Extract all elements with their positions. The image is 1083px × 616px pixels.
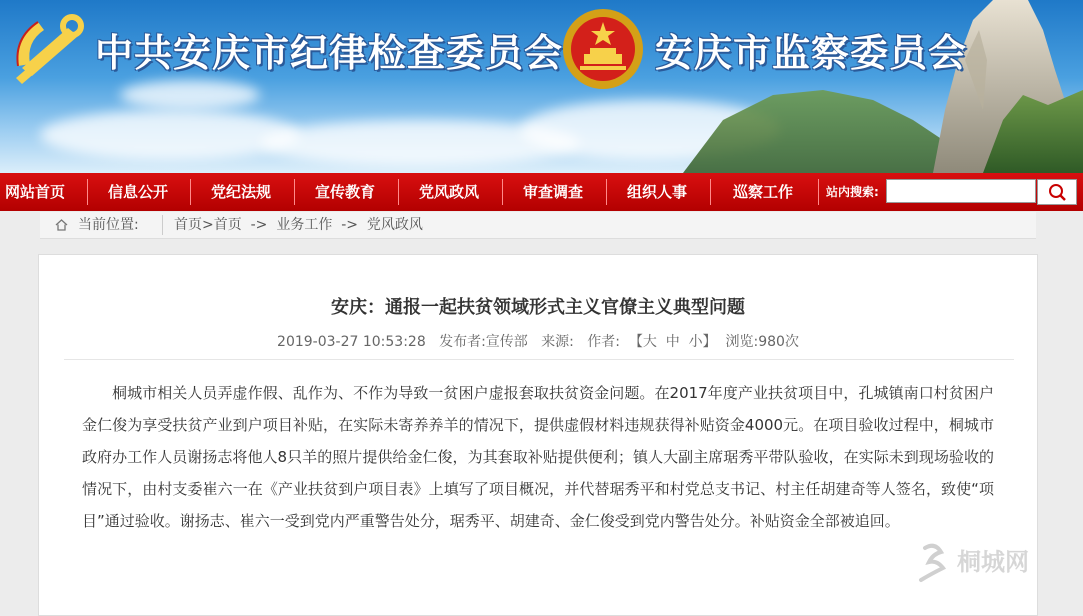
breadcrumb-prefix: 当前位置: [78,217,139,233]
article-body: 桐城市相关人员弄虚作假、乱作为、不作为导致一贫困户虚报套取扶贫资金问题。在2017年度产业扶贫项目中，孔城镇南口村贫困户金仁俊为享受扶贫产业到户项目补贴，在实际未寄养养羊的情况下，提供虚假材料违规获得补贴资金4000元。在项目验收过程中，桐城市政府办工作人员谢扬志将他人8只羊的照片提供给金仁俊，为其套取补贴提供便利；镇人大副主席琚秀平带队验收，在实际未到现场验收的情况下，由村支委崔六一在《产业扶贫到户项目表》上填写了项目概况，并代替琚秀平和村党总支书记、村主任胡建奇等人签名，致使“项目”通过验收。谢扬志、崔六一受到党内严重警告处分，琚秀平、胡建奇、金仁俊受到党内警告处分。补贴资金全部被追回。 [82,384,994,530]
search-icon [1038,180,1076,204]
nav-item-party-regulations[interactable]: 党纪法规 [210,183,271,201]
nav-separator [818,179,819,205]
nav-item-inspection[interactable]: 巡察工作 [732,183,793,201]
tongcheng-net-logo [915,538,1055,588]
search-label: 站内搜索: [826,185,879,199]
breadcrumb-divider [162,215,163,235]
cloud-decoration [120,80,260,110]
breadcrumb-path[interactable]: 首页>首页 -> 业务工作 -> 党风政风 [174,217,423,233]
header-title-right: 安庆市监察委员会 [655,31,968,75]
search-button[interactable] [1037,179,1077,205]
breadcrumb [40,212,1036,239]
header-banner [0,0,1083,173]
article-meta: 2019-03-27 10:53:28 发布者:宣传部 来源: 作者: 【大 中 小】 浏览:980次 [277,334,799,350]
nav-item-investigation[interactable]: 审查调查 [522,183,583,201]
home-icon [55,219,68,231]
nav-item-publicity-education[interactable]: 宣传教育 [314,183,375,201]
header-title-left: 中共安庆市纪律检查委员会 [95,31,564,75]
nav-item-party-conduct[interactable]: 党风政风 [418,183,479,201]
nav-item-home[interactable]: 网站首页 [4,183,65,201]
party-emblem-icon [8,8,90,90]
nav-item-info-disclosure[interactable]: 信息公开 [107,183,168,201]
national-emblem-icon [560,6,646,92]
article-title: 安庆：通报一起扶贫领域形式主义官僚主义典型问题 [331,297,745,318]
nav-item-personnel[interactable]: 组织人事 [626,183,687,201]
article-divider [64,359,1014,360]
watermark-logo-icon [915,540,955,584]
article-panel [38,254,1038,616]
cloud-decoration [40,110,300,160]
watermark-text: 桐城网 [957,548,1029,576]
search-input[interactable] [886,179,1036,203]
